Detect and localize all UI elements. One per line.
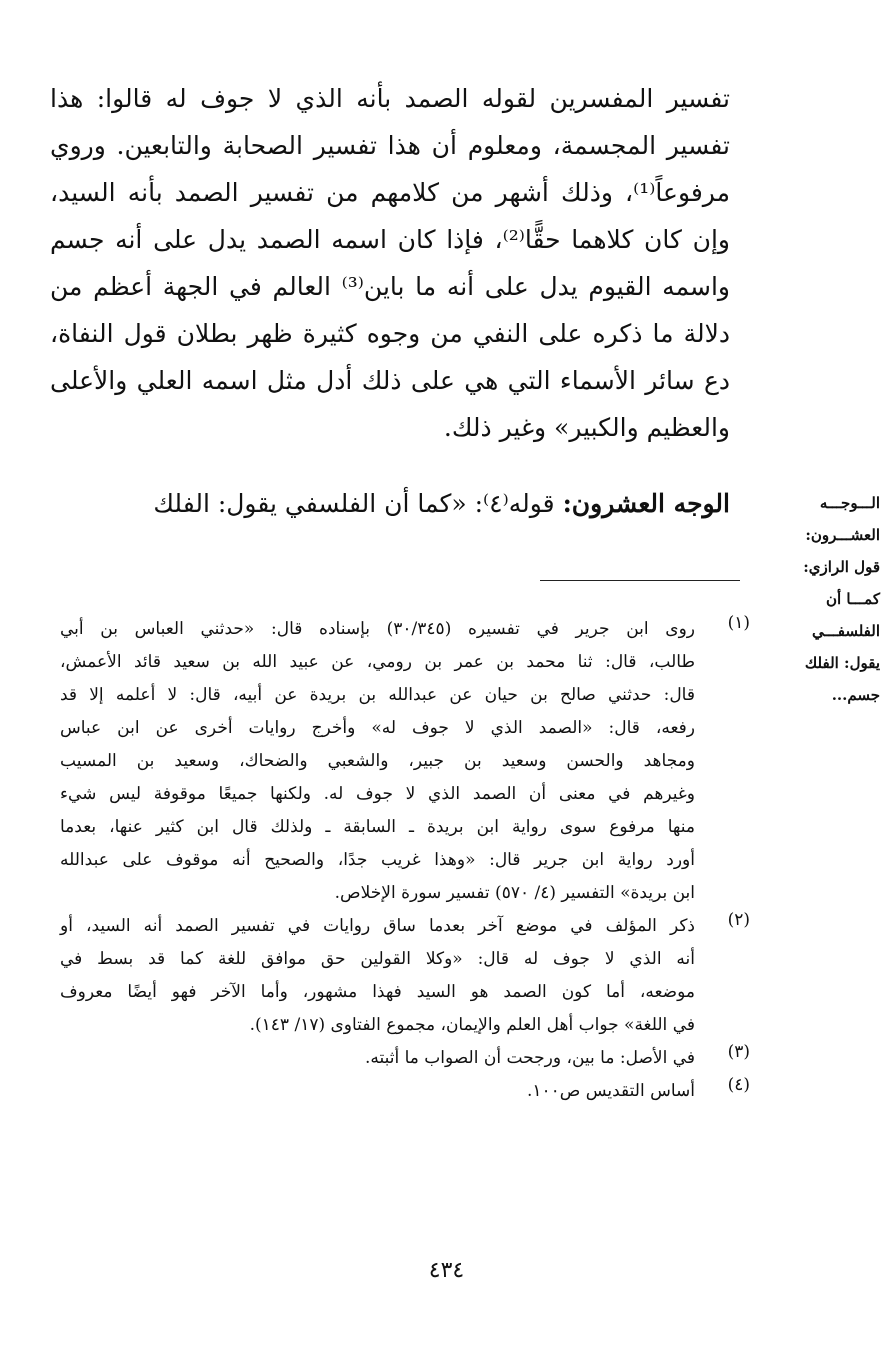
footnote-number: (٣): [727, 1042, 750, 1062]
footnote: [60, 1075, 750, 1108]
main-line: مرفوعاً⁽¹⁾، وذلك أشهر من كلامهم من تفسير الصمد بأنه السيد،: [50, 178, 730, 207]
footnote: [60, 910, 750, 1042]
margin-note-line: العشـــرون:: [805, 526, 880, 544]
page-number: ٤٣٤: [428, 1258, 465, 1283]
footnote-line: وغيرهم في معنى أن الصمد الذي لا جوف له. ولكنها جميعًا موقوفة ليس شيء: [60, 784, 696, 804]
footnote: [60, 1042, 750, 1075]
margin-note-line: يقول: الفلك: [804, 654, 880, 672]
footnote-line: رفعه، قال: «الصمد الذي لا جوف له» وأخرج روايات أخرى عن ابن عباس: [60, 718, 695, 738]
footnote-line: في اللغة» جواب أهل العلم والإيمان، مجموع الفتاوى (١٧/ ١٤٣).: [249, 1015, 695, 1035]
main-line: والعظيم والكبير» وغير ذلك.: [443, 413, 730, 442]
footnote-line: أنه الذي لا جوف له قال: «وكلا القولين حق موافق للغة كما قد بسط في: [60, 949, 695, 969]
margin-note-line: الفلسفـــي: [812, 622, 880, 640]
footnote-line: أساس التقديس ص١٠٠.: [526, 1081, 695, 1101]
margin-note-line: الـــوجـــه: [819, 494, 880, 512]
section-heading-title: الوجه العشرون:: [562, 489, 730, 518]
main-line: تفسير المفسرين لقوله الصمد بأنه الذي لا جوف له قالوا: هذا: [50, 84, 730, 113]
footnote-line: منها مرفوع سوى رواية ابن بريدة ـ السابقة ـ ولذلك قال ابن كثير عنها، بعدما: [60, 817, 695, 837]
footnote-line: ذكر المؤلف في موضع آخر بعدما ساق روايات في تفسير الصمد أنه السيد، أو: [60, 916, 695, 936]
main-line: دع سائر الأسماء التي هي على ذلك أدل مثل اسمه العلي والأعلى: [50, 366, 730, 395]
footnote-line: ابن بريدة» التفسير (٤/ ٥٧٠) تفسير سورة الإخلاص.: [334, 883, 695, 903]
margin-note-line: جسم...: [831, 686, 880, 704]
footnote-line: طالب، قال: ثنا محمد بن عمر بن رومي، عن عبيد الله بن سعيد قائد الأعمش،: [60, 652, 695, 672]
footnote-line: في الأصل: ما بين، ورجحت أن الصواب ما أثبته.: [364, 1048, 695, 1068]
footnote-number: (١): [727, 613, 750, 633]
main-line: واسمه القيوم يدل على أنه ما باين⁽³⁾ العالم في الجهة أعظم من: [50, 272, 730, 301]
section-heading: [60, 484, 730, 524]
margin-note-line: كمـــا أن: [826, 590, 880, 608]
footnote-line: ومجاهد والحسن وسعيد بن جبير، والشعبي والضحاك، وسعيد بن المسيب: [60, 751, 695, 771]
margin-note-line: قول الرازي:: [803, 558, 880, 576]
footnote-number: (٢): [727, 910, 750, 930]
footnote-line: أورد رواية ابن جرير قال: «وهذا غريب جدًا، والصحيح أنه موقوف على عبدالله: [60, 850, 695, 870]
footnote-line: روى ابن جرير في تفسيره (٣٠/٣٤٥) بإسناده قال: «حدثني العباس بن أبي: [60, 619, 695, 639]
footnote-line: قال: حدثني صالح بن حيان عن عبدالله بن بريدة عن أبيه، قال: لا أعلمه إلا قد: [60, 685, 695, 705]
footnote: [60, 613, 750, 910]
margin-note: [752, 487, 880, 711]
main-text: [50, 75, 730, 451]
main-line: وإن كان كلاهما حقًّا⁽²⁾، فإذا كان اسمه الصمد يدل على أنه جسم: [50, 225, 730, 254]
main-line: دلالة ما ذكره على النفي من وجوه كثيرة ظهر بطلان قول النفاة،: [50, 319, 730, 348]
footnote-separator: [540, 580, 740, 581]
footnotes: [60, 613, 750, 1108]
section-heading-quote: قوله⁽٤⁾: «كما أن الفلسفي يقول: الفلك: [153, 489, 563, 518]
main-line: تفسير المجسمة، ومعلوم أن هذا تفسير الصحابة والتابعين. وروي: [50, 131, 730, 160]
footnote-number: (٤): [727, 1075, 750, 1095]
footnote-line: موضعه، أما كون الصمد هو السيد فهذا مشهور، وأما الآخر فهو أيضًا معروف: [60, 982, 695, 1002]
